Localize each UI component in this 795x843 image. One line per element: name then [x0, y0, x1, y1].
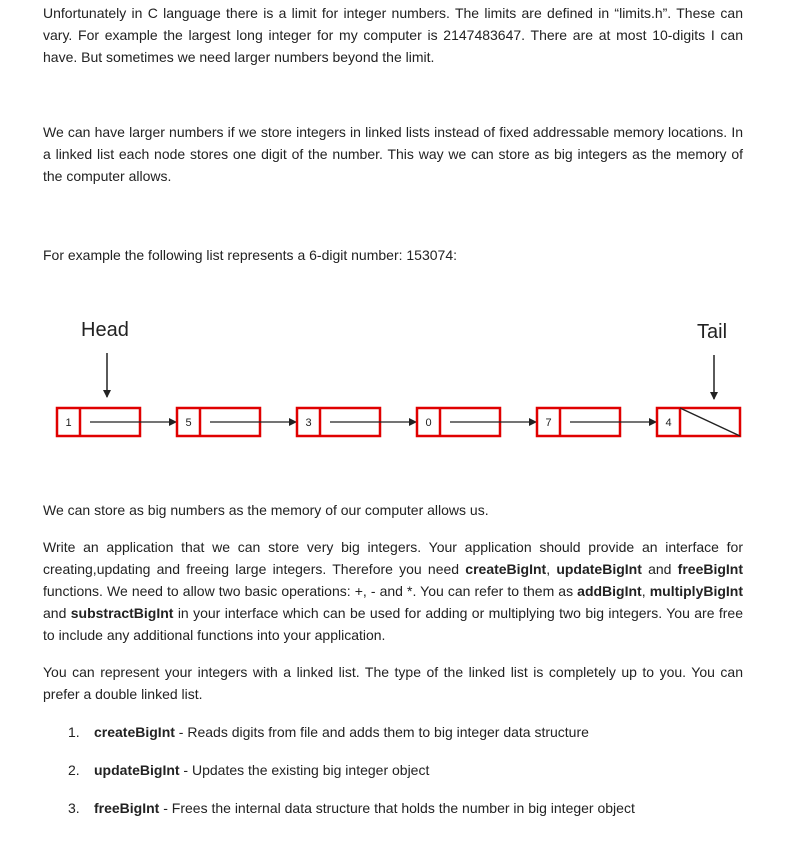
null-pointer-mark [680, 408, 740, 436]
list-item-update [68, 759, 748, 781]
node-digit: 0 [425, 417, 432, 429]
representation-paragraph: You can represent your integers with a linked list. The type of the linked list is completely up to you. You can prefer a double linked list. [43, 664, 743, 702]
app-text: and [43, 605, 71, 621]
node-digit: 4 [665, 417, 672, 429]
function-description: - Frees the internal data structure that holds the number in big integer object [159, 800, 635, 816]
multiply-function-name: multiplyBigInt [649, 583, 744, 599]
app-text: Write an application that we can store very big integers. Your application should provide an interface for creating,updating and freeing large integers. Therefore you need [43, 539, 743, 577]
example-paragraph: For example the following list represents a 6-digit number: 153074: [43, 247, 457, 263]
function-name: createBigInt [94, 724, 175, 740]
list-item-create [68, 721, 748, 743]
node-digit: 1 [65, 417, 72, 429]
free-function-name: freeBigInt [677, 561, 744, 577]
app-text: , [546, 561, 557, 577]
memory-paragraph: We can store as big numbers as the memory of our computer allows us. [43, 502, 489, 518]
list-number: 1. [68, 724, 80, 740]
application-paragraph [43, 536, 743, 646]
node-digit: 5 [185, 417, 192, 429]
app-text: and [641, 561, 678, 577]
add-function-name: addBigInt [577, 583, 642, 599]
list-item-free [68, 797, 748, 819]
list-number: 2. [68, 762, 80, 778]
linked-list-diagram [0, 305, 795, 465]
function-name: updateBigInt [94, 762, 180, 778]
list-number: 3. [68, 800, 80, 816]
create-function-name: createBigInt [465, 561, 547, 577]
function-description: - Updates the existing big integer object [179, 762, 430, 778]
app-text: functions. We need to allow two basic operations: +, - and *. You can refer to them as [43, 583, 578, 599]
app-text: in your interface which can be used for adding or multiplying two big integers. You are free to include any additional functions into your application. [43, 605, 744, 643]
subtract-function-name: substractBigInt [70, 605, 174, 621]
node-digit: 3 [305, 417, 312, 429]
head-label: Head [81, 319, 129, 341]
function-name: freeBigInt [94, 800, 160, 816]
linked-list-paragraph: We can have larger numbers if we store integers in linked lists instead of fixed addressable memory locations. In a linked list each node stores one digit of the number. This way we can store as big integers as the memory of the computer allows. [43, 124, 743, 184]
update-function-name: updateBigInt [556, 561, 642, 577]
tail-label: Tail [697, 321, 728, 343]
intro-paragraph: Unfortunately in C language there is a limit for integer numbers. The limits are defined in “limits.h”. These can vary. For example the largest long integer for my computer is 2147483647. There are at most 10-digits I can have. But sometimes we need larger numbers beyond the limit. [43, 5, 743, 65]
function-description: - Reads digits from file and adds them to big integer data structure [174, 724, 589, 740]
list-nodes [57, 408, 740, 436]
node-digit: 7 [545, 417, 552, 429]
app-text: , [641, 583, 650, 599]
